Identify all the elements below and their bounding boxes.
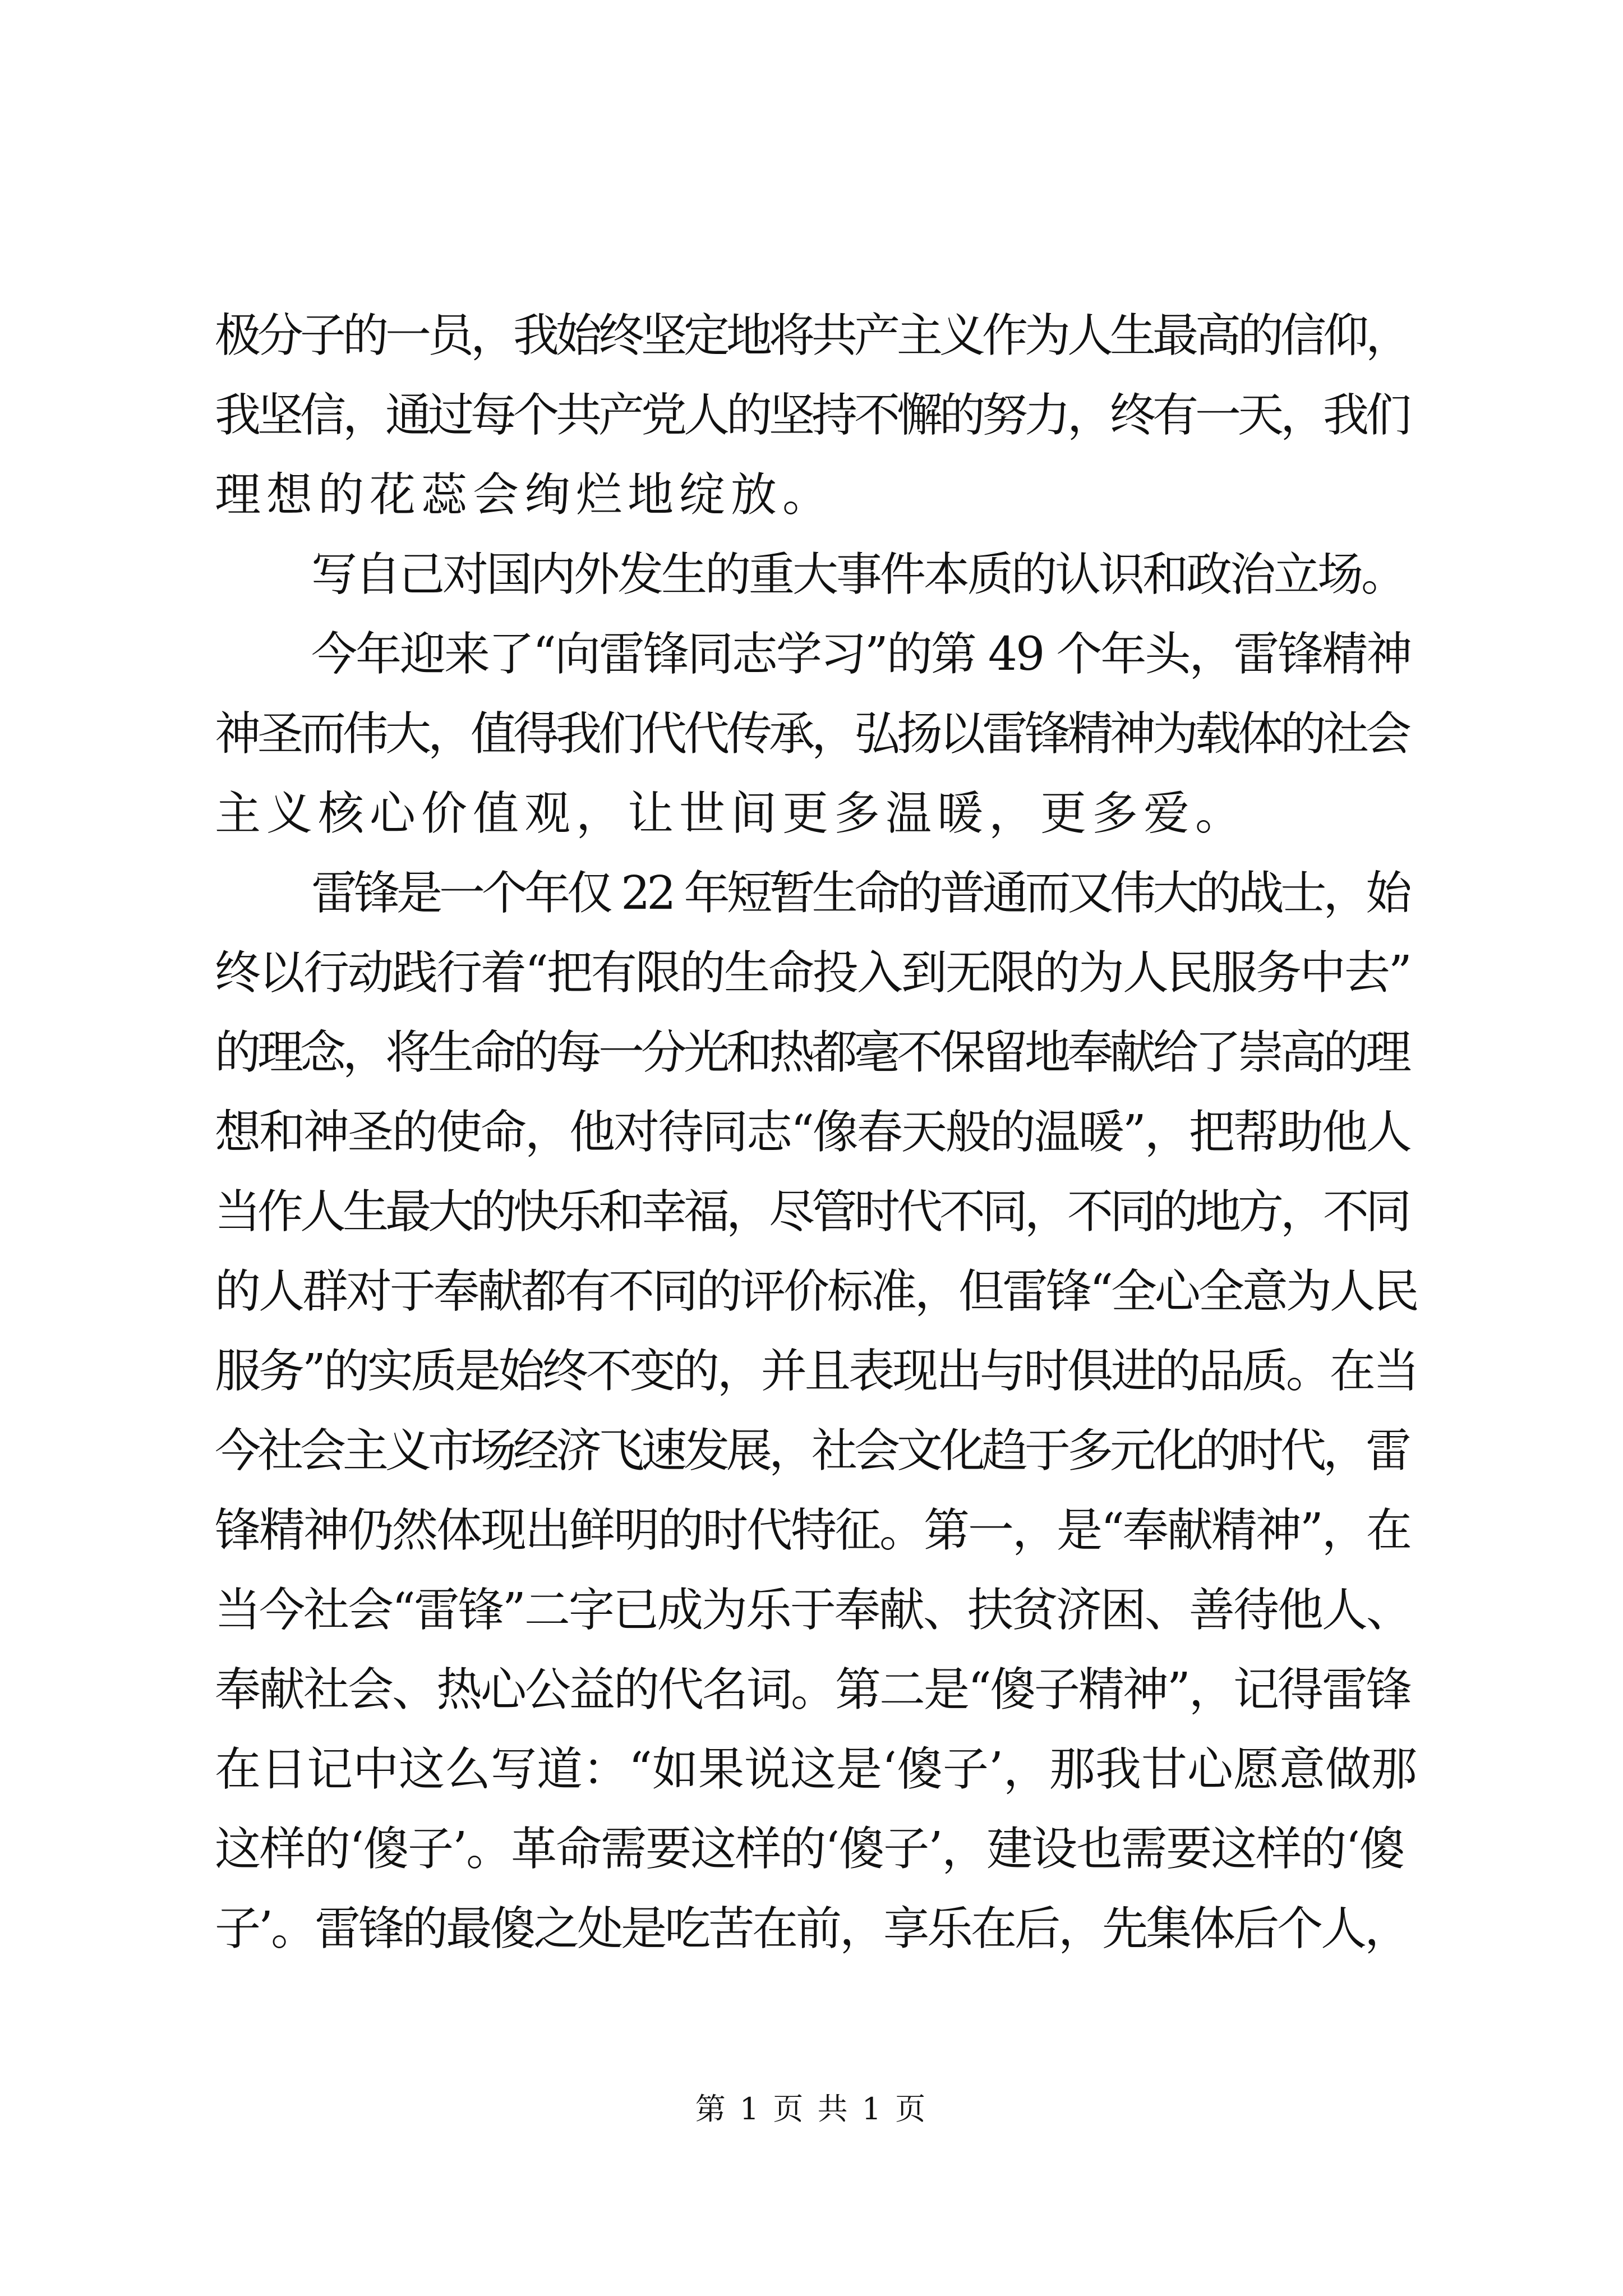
text-line: 终以行动践行着“把有限的生命投入到无限的为人民服务中去”: [215, 946, 1410, 1000]
text-line: 当作人生最大的快乐和幸福，尽管时代不同，不同的地方，不同: [215, 1185, 1409, 1239]
text-line: 的理念，将生命的每一分光和热都毫不保留地奉献给了崇高的理: [215, 1026, 1409, 1079]
text-line: 服务”的实质是始终不变的，并且表现出与时俱进的品质。在当: [215, 1345, 1417, 1398]
text-line: 神圣而伟大，值得我们代代传承，弘扬以雷锋精神为载体的社会: [215, 707, 1409, 761]
document-body: [215, 296, 1418, 1969]
text-line: 锋精神仍然体现出鲜明的时代特征。第一，是“奉献精神”，在: [215, 1504, 1410, 1557]
text-line: 当今社会“雷锋”二字已成为乐于奉献、扶贫济困、善待他人、: [215, 1584, 1410, 1637]
text-line: 的人群对于奉献都有不同的评价标准，但雷锋“全心全意为人民: [215, 1265, 1417, 1318]
text-line: 主义核心价值观，让世间更多温暖，更多爱。: [215, 787, 1247, 840]
page-number-footer: 第 1 页 共 1 页: [695, 2091, 928, 2127]
text-line: 今社会主义市场经济飞速发展，社会文化趋于多元化的时代，雷: [215, 1424, 1409, 1478]
text-line: 极分子的一员，我始终坚定地将共产主义作为人生最高的信仰，: [215, 309, 1409, 362]
text-line: 在日记中这么写道：“如果说这是‘傻子’，那我甘心愿意做那: [215, 1743, 1418, 1796]
text-line: 子’。雷锋的最傻之处是吃苦在前，享乐在后，先集体后个人，: [215, 1902, 1409, 1955]
paragraph-start-line: 今年迎来了“向雷锋同志学习”的第 49 个年头，雷锋精神: [311, 628, 1411, 681]
text-line: 我坚信，通过每个共产党人的坚持不懈的努力，终有一天，我们: [215, 389, 1409, 442]
text-line: 这样的‘傻子’。革命需要这样的‘傻子’，建设也需要这样的‘傻: [215, 1823, 1404, 1876]
paragraph-start-line: 写自己对国内外发生的重大事件本质的认识和政治立场。: [311, 548, 1405, 601]
text-line: 奉献社会、热心公益的代名词。第二是“傻子精神”，记得雷锋: [215, 1663, 1410, 1717]
text-line: 想和神圣的使命，他对待同志“像春天般的温暖”，把帮助他人: [215, 1106, 1410, 1159]
text-line: 理想的花蕊会绚烂地绽放。: [215, 468, 834, 522]
paragraph-start-line: 雷锋是一个年仅 22 年短暂生命的普通而又伟大的战士，始: [311, 867, 1409, 920]
